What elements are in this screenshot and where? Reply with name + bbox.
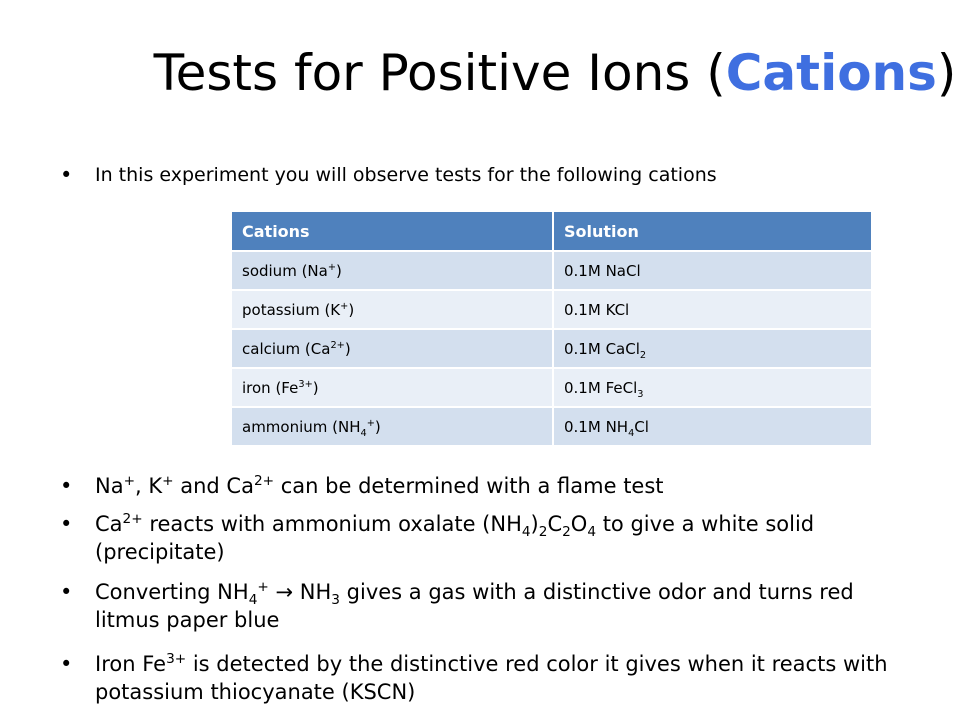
cation-cell: iron $(Fe^{3+})$ [232, 368, 553, 407]
bullet-dot: • [60, 163, 73, 187]
bullet-dot: • [60, 580, 73, 604]
cation-cell: sodium (Na+) [232, 251, 553, 290]
solution-cell: 0.1M CaCl$_2$ [553, 329, 872, 368]
solution-cell: 0.1M $NH_4Cl$ [553, 407, 872, 445]
cations-table [232, 212, 873, 445]
table-row [232, 290, 872, 329]
cation-cell: ammonium $(NH_4^+)$ [232, 407, 553, 445]
solution-cell: 0.1M FeCl$_3$ [553, 368, 872, 407]
table-row [232, 407, 872, 445]
slide-title [0, 38, 960, 108]
table-header-row [232, 212, 872, 251]
solution-cell: 0.1M KCl [553, 290, 872, 329]
title-accent: Cations [725, 44, 937, 102]
cation-cell: potassium (K+) [232, 290, 553, 329]
arrow-icon: → [275, 580, 294, 604]
title-close-paren: ) [936, 44, 957, 102]
bullet-dot: • [60, 474, 73, 498]
bullet-iron-text: Iron $Fe^{3+}$ is detected by the distinctive red color it gives when it reacts with potassium thiocyanate (KSCN) [95, 651, 888, 704]
title-text: Tests for Positive Ions ( [153, 44, 726, 102]
cation-cell: calcium $(Ca^{2+})$ [232, 329, 553, 368]
header-cations: Cations [232, 212, 553, 251]
solution-cell: 0.1M NaCl [553, 251, 872, 290]
bullet-ammonia-text: Converting $NH_4^+ \to NH_3$ gives a gas with a distinctive odor and turns red litmus paper blue [95, 579, 854, 632]
table-row [232, 329, 872, 368]
bullet-flame-test-text: Na+, K+ and $Ca^{2+}$ can be determined with a flame test [95, 473, 664, 498]
bullet-intro-text: In this experiment you will observe tests for the following cations [95, 164, 717, 186]
header-solution: Solution [553, 212, 872, 251]
bullet-oxalate-text: $Ca^{2+}$ reacts with ammonium oxalate $(NH_4)_2C_2O_4$ to give a white solid (precipitate) [95, 511, 815, 564]
bullet-dot: • [60, 512, 73, 536]
bullet-dot: • [60, 652, 73, 676]
table-row [232, 368, 872, 407]
table-row [232, 251, 872, 290]
